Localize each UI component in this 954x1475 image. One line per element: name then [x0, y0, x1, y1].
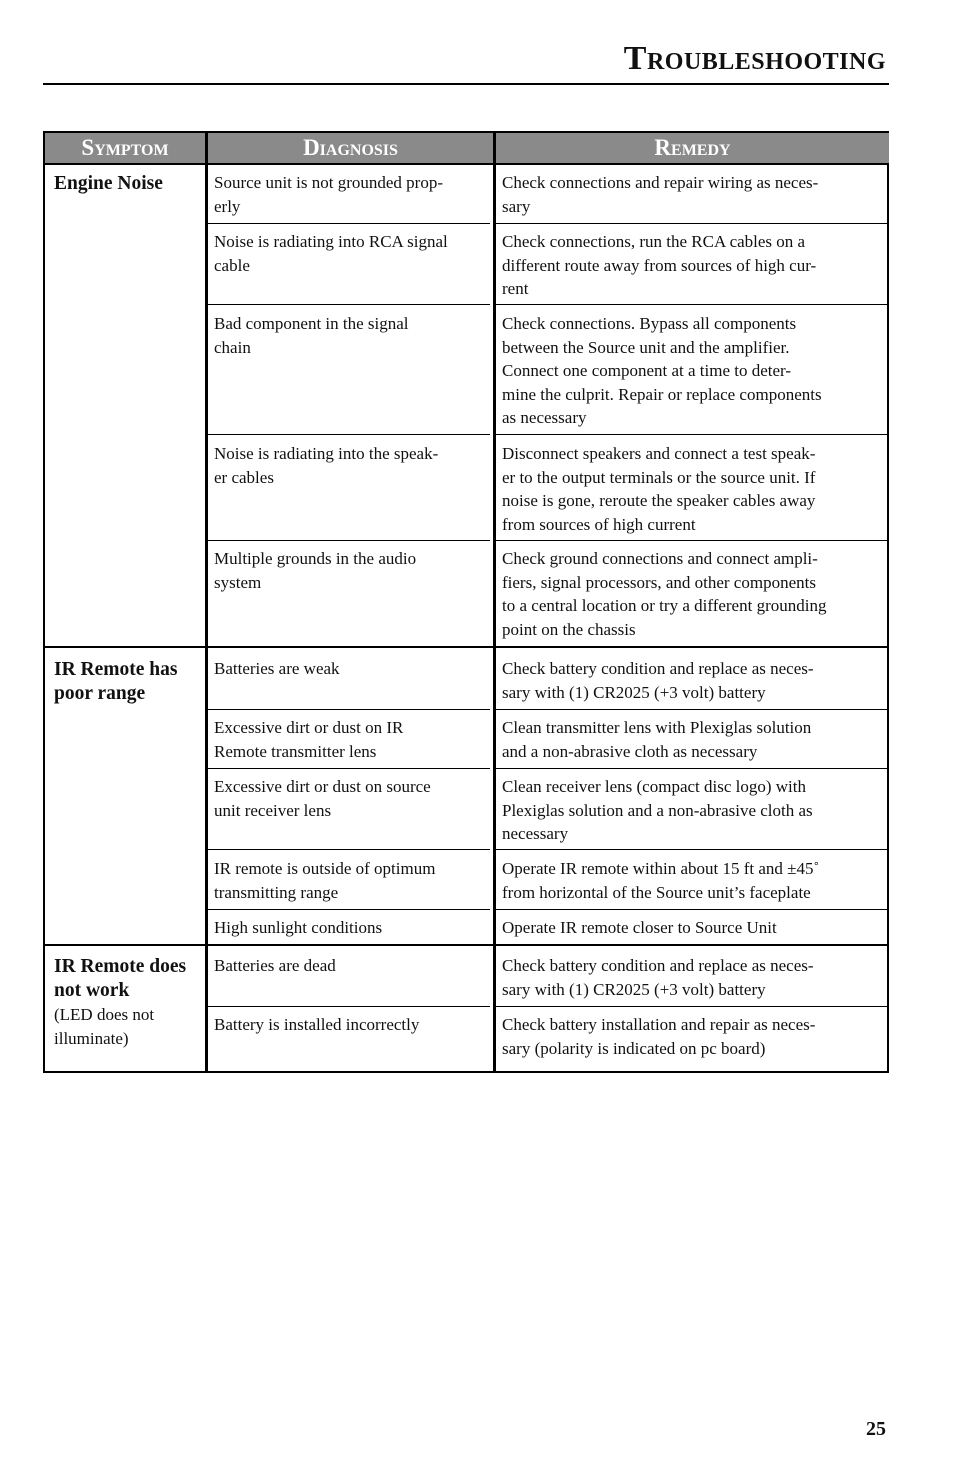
row-divider — [208, 849, 490, 850]
row-divider — [496, 709, 889, 710]
remedy-cell: Operate IR remote closer to Source Unit — [502, 918, 777, 937]
row-divider — [208, 434, 490, 435]
diagnosis-cell: Batteries are weak — [214, 659, 340, 678]
row-divider — [208, 709, 490, 710]
row-divider — [496, 434, 889, 435]
row-divider — [496, 909, 889, 910]
column-divider — [493, 133, 496, 1071]
page-number: 25 — [866, 1418, 886, 1440]
symptom-engine-noise — [54, 172, 204, 196]
diagnosis-cell: Excessive dirt or dust on IR Remote transmitter lens — [214, 718, 404, 761]
symptom-ir-remote-poor-range — [54, 658, 204, 706]
remedy-cell: Check connections, run the RCA cables on a different route away from sources of high cur- rent — [502, 232, 817, 298]
row-divider — [496, 540, 889, 541]
symptom-note: (LED does not illuminate) — [54, 1005, 155, 1048]
diagnosis-cell: Excessive dirt or dust on source unit receiver lens — [214, 777, 431, 820]
diagnosis-cell: Source unit is not grounded prop- erly — [214, 173, 443, 216]
row-divider — [208, 223, 490, 224]
symptom-label: Engine Noise — [54, 173, 163, 194]
page-title: Troubleshooting — [623, 40, 886, 77]
row-divider — [496, 223, 889, 224]
row-divider — [208, 768, 490, 769]
header-rule — [45, 163, 887, 165]
remedy-cell: Check ground connections and connect ampli- fiers, signal processors, and other components to a central location or try a different grounding point on the chassis — [502, 549, 827, 639]
symptom-ir-remote-not-working — [54, 955, 204, 1051]
row-divider — [208, 1006, 490, 1007]
remedy-cell: Operate IR remote within about 15 ft and ±45˚ from horizontal of the Source unit’s faceplate — [502, 859, 820, 902]
diagnosis-cell: Multiple grounds in the audio system — [214, 549, 417, 592]
remedy-cell: Check battery condition and replace as neces- sary with (1) CR2025 (+3 volt) battery — [502, 659, 814, 702]
diagnosis-cell: Noise is radiating into the speak- er cables — [214, 444, 439, 487]
remedy-cell: Check connections. Bypass all components between the Source unit and the amplifier. Connect one component at a time to deter- mine the culprit. Repair or replace components as necessary — [502, 314, 822, 427]
remedy-cell: Disconnect speakers and connect a test speak- er to the output terminals or the source unit. If noise is gone, reroute the speaker cables away from sources of high current — [502, 444, 816, 534]
diagnosis-cell: IR remote is outside of optimum transmitting range — [214, 859, 436, 902]
diagnosis-cell: Bad component in the signal chain — [214, 314, 409, 357]
row-divider — [208, 540, 490, 541]
diagnosis-cell: Battery is installed incorrectly — [214, 1015, 420, 1034]
header-remedy: Remedy — [496, 133, 889, 163]
row-divider — [496, 304, 889, 305]
title-rule — [43, 83, 889, 85]
troubleshooting-table — [43, 131, 889, 1073]
row-divider — [208, 304, 490, 305]
diagnosis-cell: Noise is radiating into RCA signal cable — [214, 232, 448, 275]
symptom-label: IR Remote does not work — [54, 956, 187, 1001]
group-divider — [45, 944, 887, 946]
row-divider — [208, 909, 490, 910]
row-divider — [496, 1006, 889, 1007]
diagnosis-cell: High sunlight conditions — [214, 918, 383, 937]
header-diagnosis: Diagnosis — [208, 133, 493, 163]
symptom-label: IR Remote has poor range — [54, 659, 178, 704]
remedy-cell: Clean receiver lens (compact disc logo) with Plexiglas solution and a non-abrasive cloth as necessary — [502, 777, 813, 843]
row-divider — [496, 849, 889, 850]
header-symptom: Symptom — [45, 133, 205, 163]
remedy-cell: Check battery installation and repair as neces- sary (polarity is indicated on pc board) — [502, 1015, 816, 1058]
group-divider — [45, 646, 887, 648]
remedy-cell: Clean transmitter lens with Plexiglas solution and a non-abrasive cloth as necessary — [502, 718, 812, 761]
row-divider — [496, 768, 889, 769]
column-divider — [205, 133, 208, 1071]
remedy-cell: Check connections and repair wiring as neces- sary — [502, 173, 819, 216]
diagnosis-cell: Batteries are dead — [214, 956, 336, 975]
remedy-cell: Check battery condition and replace as neces- sary with (1) CR2025 (+3 volt) battery — [502, 956, 814, 999]
